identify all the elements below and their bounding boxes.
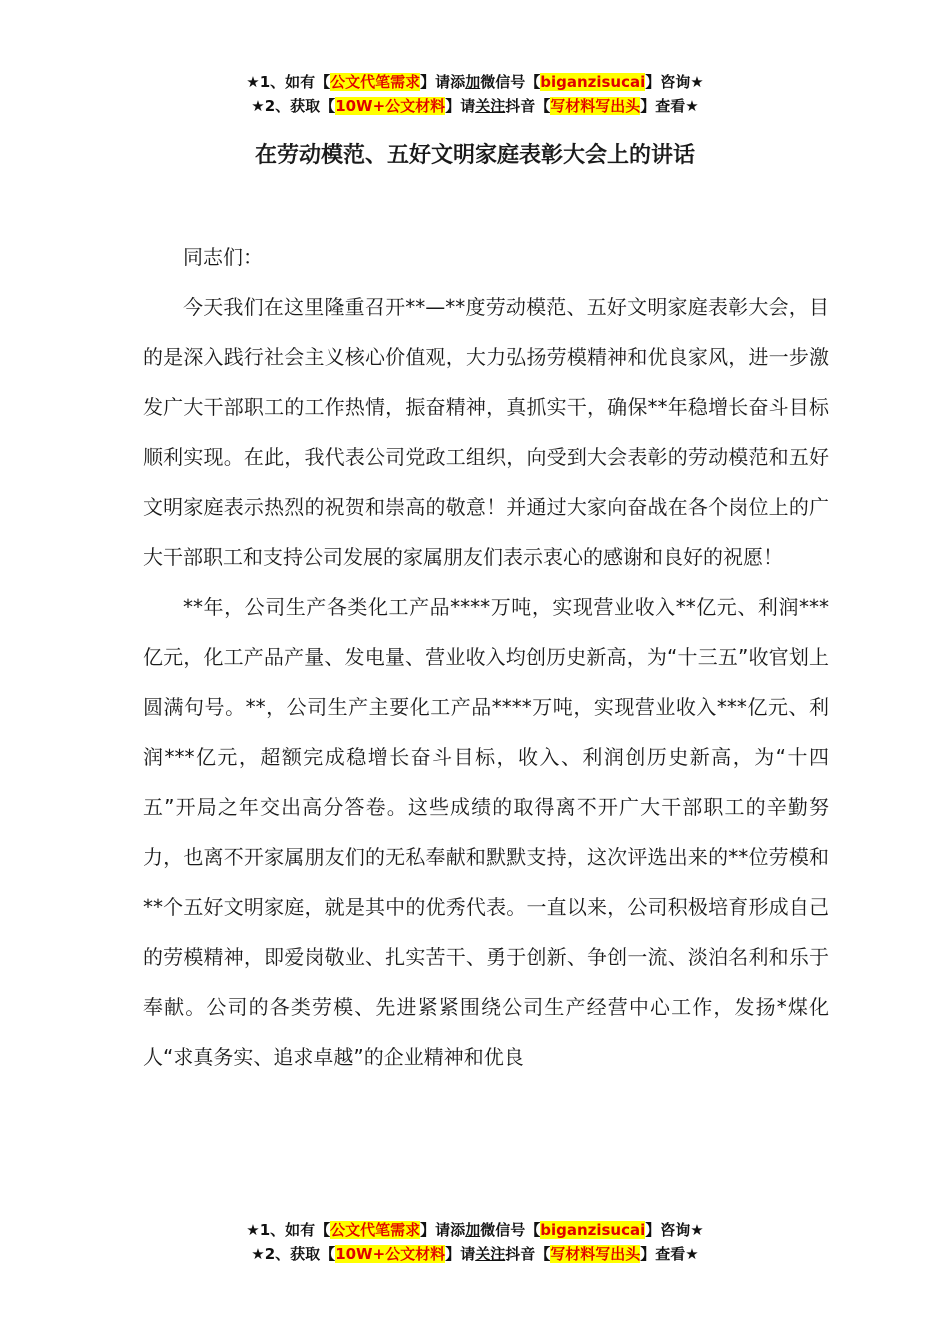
greeting: 同志们：: [183, 245, 263, 269]
promo-line-2: [0, 94, 950, 118]
promo-text: ★2、获取【: [251, 97, 336, 115]
promo-underline: 关注: [475, 97, 506, 115]
promo-text: 】咨询★: [645, 1221, 704, 1239]
document-title: 在劳动模范、五好文明家庭表彰大会上的讲话: [254, 143, 695, 168]
promo-douyin-id: 写材料写出头: [550, 1245, 641, 1263]
document-body: [143, 232, 829, 1082]
promo-line-2: [0, 1242, 950, 1266]
promo-text: 微信号【: [480, 1221, 541, 1239]
promo-text: 】咨询★: [645, 73, 704, 91]
promo-text: 】请添: [420, 1221, 466, 1239]
promo-highlight: 公文代笔需求: [330, 1221, 421, 1239]
promo-underline: 加: [465, 73, 481, 91]
promo-highlight: 10W+公文材料: [335, 97, 446, 115]
promo-text: 】请: [445, 1245, 476, 1263]
promo-underline: 加: [465, 1221, 481, 1239]
promo-underline: 关注: [475, 1245, 506, 1263]
promo-text: 抖音【: [505, 97, 551, 115]
promo-text: ★1、如有【: [246, 1221, 331, 1239]
promo-text: 微信号【: [480, 73, 541, 91]
promo-text: ★1、如有【: [246, 73, 331, 91]
promo-douyin-id: 写材料写出头: [550, 97, 641, 115]
promo-text: 抖音【: [505, 1245, 551, 1263]
promo-header: [0, 70, 950, 118]
paragraph-1: 今天我们在这里隆重召开**—**度劳动模范、五好文明家庭表彰大会，目的是深入践行社会主义核心价值观，大力弘扬劳模精神和优良家风，进一步激发广大干部职工的工作热情，振奋精神，真抓实干，确保**年稳增长奋斗目标顺利实现。在此，我代表公司党政工组织，向受到大会表彰的劳动模范和五好文明家庭表示热烈的祝贺和崇高的敬意！并通过大家向奋战在各个岗位上的广大干部职工和支持公司发展的家属朋友们表示衷心的感谢和良好的祝愿！: [143, 295, 829, 569]
promo-wechat-id: biganzisucai: [540, 73, 646, 91]
promo-text: 】查看★: [640, 97, 699, 115]
promo-text: 】请: [445, 97, 476, 115]
promo-wechat-id: biganzisucai: [540, 1221, 646, 1239]
promo-text: 】请添: [420, 73, 466, 91]
paragraph-2: **年，公司生产各类化工产品****万吨，实现营业收入**亿元、利润***亿元，化工产品产量、发电量、营业收入均创历史新高，为“十三五”收官划上圆满句号。**，公司生产主要化工产品****万吨，实现营业收入***亿元、利润***亿元，超额完成稳增长奋斗目标，收入、利润创历史新高，为“十四五”开局之年交出高分答卷。这些成绩的取得离不开广大干部职工的辛勤努力，也离不开家属朋友们的无私奉献和默默支持，这次评选出来的**位劳模和**个五好文明家庭，就是其中的优秀代表。一直以来，公司积极培育形成自己的劳模精神，即爱岗敬业、扎实苦干、勇于创新、争创一流、淡泊名利和乐于奉献。公司的各类劳模、先进紧紧围绕公司生产经营中心工作，发扬*煤化人“求真务实、追求卓越”的企业精神和优良: [143, 595, 829, 1069]
promo-footer: [0, 1218, 950, 1266]
promo-line-1: [0, 1218, 950, 1242]
promo-line-1: [0, 70, 950, 94]
promo-highlight: 10W+公文材料: [335, 1245, 446, 1263]
promo-text: ★2、获取【: [251, 1245, 336, 1263]
promo-highlight: 公文代笔需求: [330, 73, 421, 91]
promo-text: 】查看★: [640, 1245, 699, 1263]
